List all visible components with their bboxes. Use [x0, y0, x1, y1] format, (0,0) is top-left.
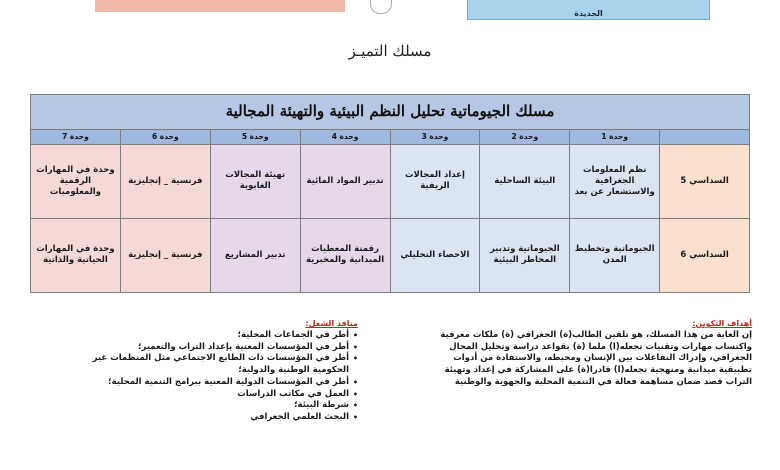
- module-cell: تهيئة المجالات الغابوية: [210, 144, 300, 218]
- top-right-banner: [467, 0, 710, 20]
- module-cell: تدبير المشاريع: [210, 218, 300, 292]
- unit-header: وحدة 3: [390, 130, 480, 145]
- module-cell: فرنسية _ إنجليزية: [120, 218, 210, 292]
- list-item: • أطر في المؤسسات ذات الطابع الاجتماعي مثل المنظمات غير الحكومية الوطنية والدولية؛: [90, 353, 358, 376]
- list-item: • شرطة البيئة؛: [90, 400, 358, 412]
- table-row: [31, 218, 750, 292]
- unit-header-row: [31, 130, 750, 145]
- objectives-text: إن الغاية من هذا المسلك، هو تلقين الطالب(ة) الجغرافي (ة) ملكات معرفية واكتساب مهارات وتقنيات تجعله(ا) ملما (ة) بقواعد دراسة وتحليل المجال الجغرافي، وإدراك التفاعلات بين الإنسان ومحيطه، والاستفادة من أدوات تطبيقية ميدانية ومنهجية تجعله(ا) قادرا(ة) على المشاركة في إعداد وتهيئة التراب قصد ضمان مساهمة فعالة في التنمية المحلية والجهوية والوطنية: [440, 330, 752, 387]
- list-item: • العمل في مكاتب الدراسات: [90, 389, 358, 401]
- module-cell: الجيوماتية وتدبير المخاطر البيئية: [480, 218, 570, 292]
- top-right-banner-text: الجديدة: [574, 9, 603, 18]
- module-cell: إعداد المجالات الريفية: [390, 144, 480, 218]
- module-cell: وحدة في المهارات الحياتية والذاتية: [31, 218, 121, 292]
- unit-header: وحدة 5: [210, 130, 300, 145]
- track-heading: مسلك التميـز: [348, 42, 432, 60]
- list-item: • البحث العلمي الجغرافي: [90, 412, 358, 424]
- training-objectives: [432, 318, 752, 389]
- unit-header: وحدة 4: [300, 130, 390, 145]
- list-item: • أطر في المؤسسات المعنية بإعداد التراب والتعمير؛: [90, 342, 358, 354]
- unit-header: وحدة 2: [480, 130, 570, 145]
- university-seal-icon: [370, 0, 392, 14]
- outlets-title: منافذ الشغل:: [305, 319, 358, 328]
- module-cell: الجيوماتية وتخطيط المدن: [570, 218, 660, 292]
- module-cell: تدبير المواد المائية: [300, 144, 390, 218]
- objectives-title: أهداف التكوين:: [692, 319, 752, 328]
- module-cell: البيئة الساحلية: [480, 144, 570, 218]
- module-cell: وحدة في المهارات الرقمية والمعلوميات: [31, 144, 121, 218]
- module-cell: رقمنة المعطيات الميدانية والمخبرية: [300, 218, 390, 292]
- list-item: • أطر في الجماعات المحلية؛: [90, 330, 358, 342]
- unit-header: وحدة 7: [31, 130, 121, 145]
- table-row: [31, 144, 750, 218]
- top-left-banner: [95, 0, 345, 12]
- outlets-list: [90, 330, 358, 424]
- module-cell: نظم المعلومات الجغرافية والاستشعار عن بعد: [570, 144, 660, 218]
- module-cell: الاحصاء التحليلي: [390, 218, 480, 292]
- unit-header-blank: [660, 130, 750, 145]
- semester-label: السداسي 5: [660, 144, 750, 218]
- job-outlets: [90, 318, 358, 424]
- unit-header: وحدة 1: [570, 130, 660, 145]
- unit-header: وحدة 6: [120, 130, 210, 145]
- semester-label: السداسي 6: [660, 218, 750, 292]
- program-table: [30, 94, 750, 293]
- table-title: مسلك الجيوماتية تحليل النظم البيئية والتهيئة المجالية: [31, 95, 750, 130]
- list-item: • أطر في المؤسسات الدولية المعنية ببرامج التنمية المحلية؛: [90, 377, 358, 389]
- module-cell: فرنسية _ إنجليزية: [120, 144, 210, 218]
